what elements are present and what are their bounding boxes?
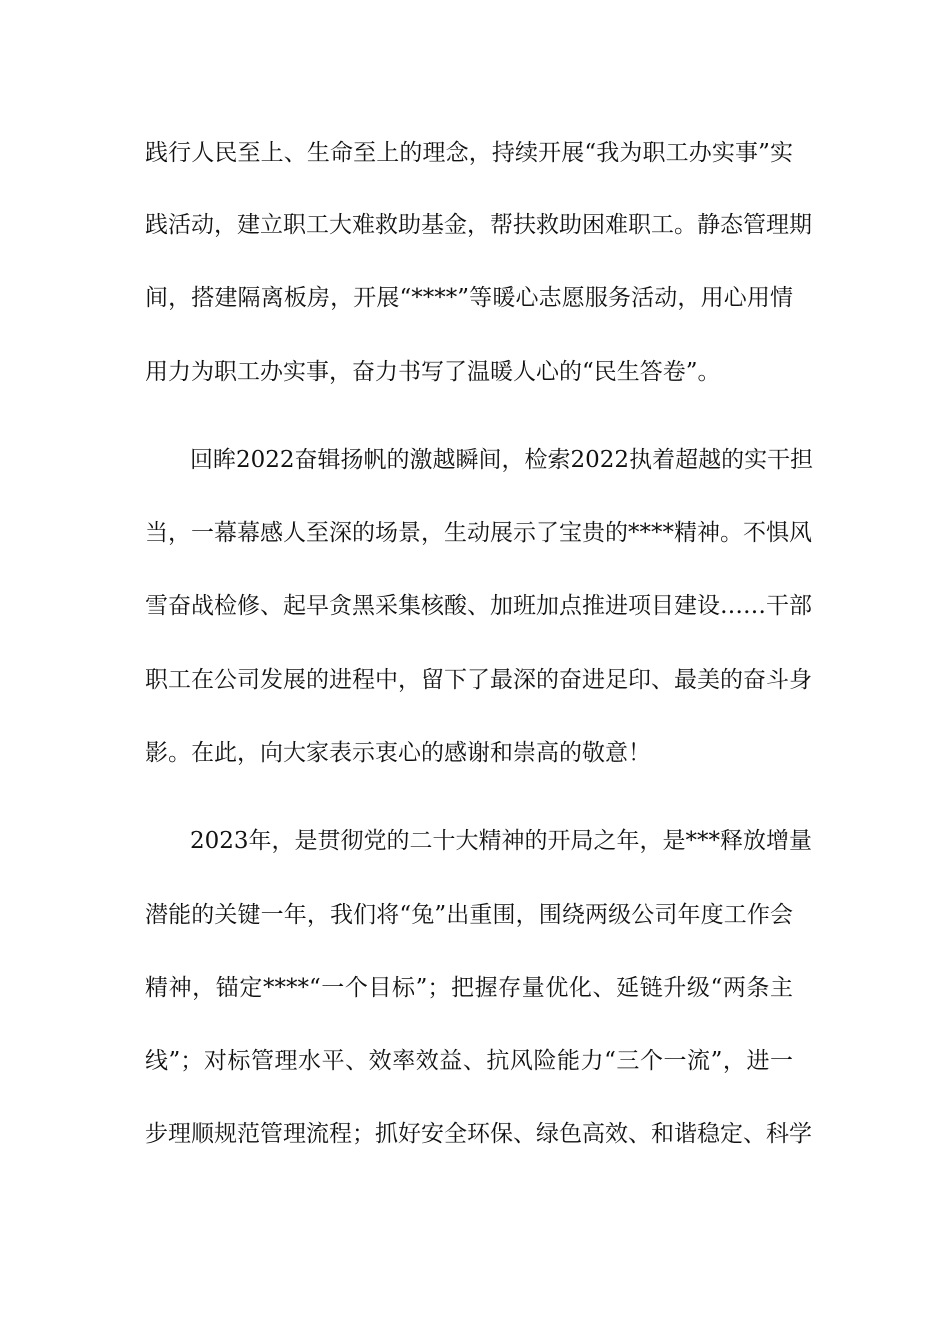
paragraph-3-line-2: 潜能的关键一年，我们将“兔”出重围，围绕两级公司年度工作会 — [145, 902, 793, 928]
paragraph-2-line-2: 当，一幕幕感人至深的场景，生动展示了宝贵的****精神。不惧风 — [145, 520, 812, 546]
paragraph-3-line-1: 2023年，是贯彻党的二十大精神的开局之年，是***释放增量 — [190, 828, 813, 854]
paragraph-3-line-5: 步理顺规范管理流程；抓好安全环保、绿色高效、和谐稳定、科学 — [145, 1121, 812, 1147]
paragraph-1-line-2: 践活动，建立职工大难救助基金，帮扶救助困难职工。静态管理期 — [145, 212, 812, 238]
paragraph-2-line-3: 雪奋战检修、起早贪黑采集核酸、加班加点推进项目建设……干部 — [145, 593, 812, 619]
paragraph-3-line-4: 线”；对标管理水平、效率效益、抗风险能力“三个一流”，进一 — [145, 1048, 793, 1074]
paragraph-3-line-3: 精神，锚定****“一个目标”；把握存量优化、延链升级“两条主 — [145, 975, 793, 1001]
paragraph-2-line-1: 回眸2022奋辑扬帆的激越瞬间，检索2022执着超越的实干担 — [190, 447, 814, 473]
paragraph-2-line-5: 影。在此，向大家表示衷心的感谢和崇高的敬意！ — [145, 740, 651, 766]
paragraph-1-line-3: 间，搭建隔离板房，开展“****”等暖心志愿服务活动，用心用情 — [145, 285, 793, 311]
paragraph-2-line-4: 职工在公司发展的进程中，留下了最深的奋进足印、最美的奋斗身 — [145, 667, 812, 693]
paragraph-1-line-4: 用力为职工办实事，奋力书写了温暖人心的“民生答卷”。 — [145, 359, 721, 385]
paragraph-1-line-1: 践行人民至上、生命至上的理念，持续开展“我为职工办实事”实 — [145, 140, 793, 166]
